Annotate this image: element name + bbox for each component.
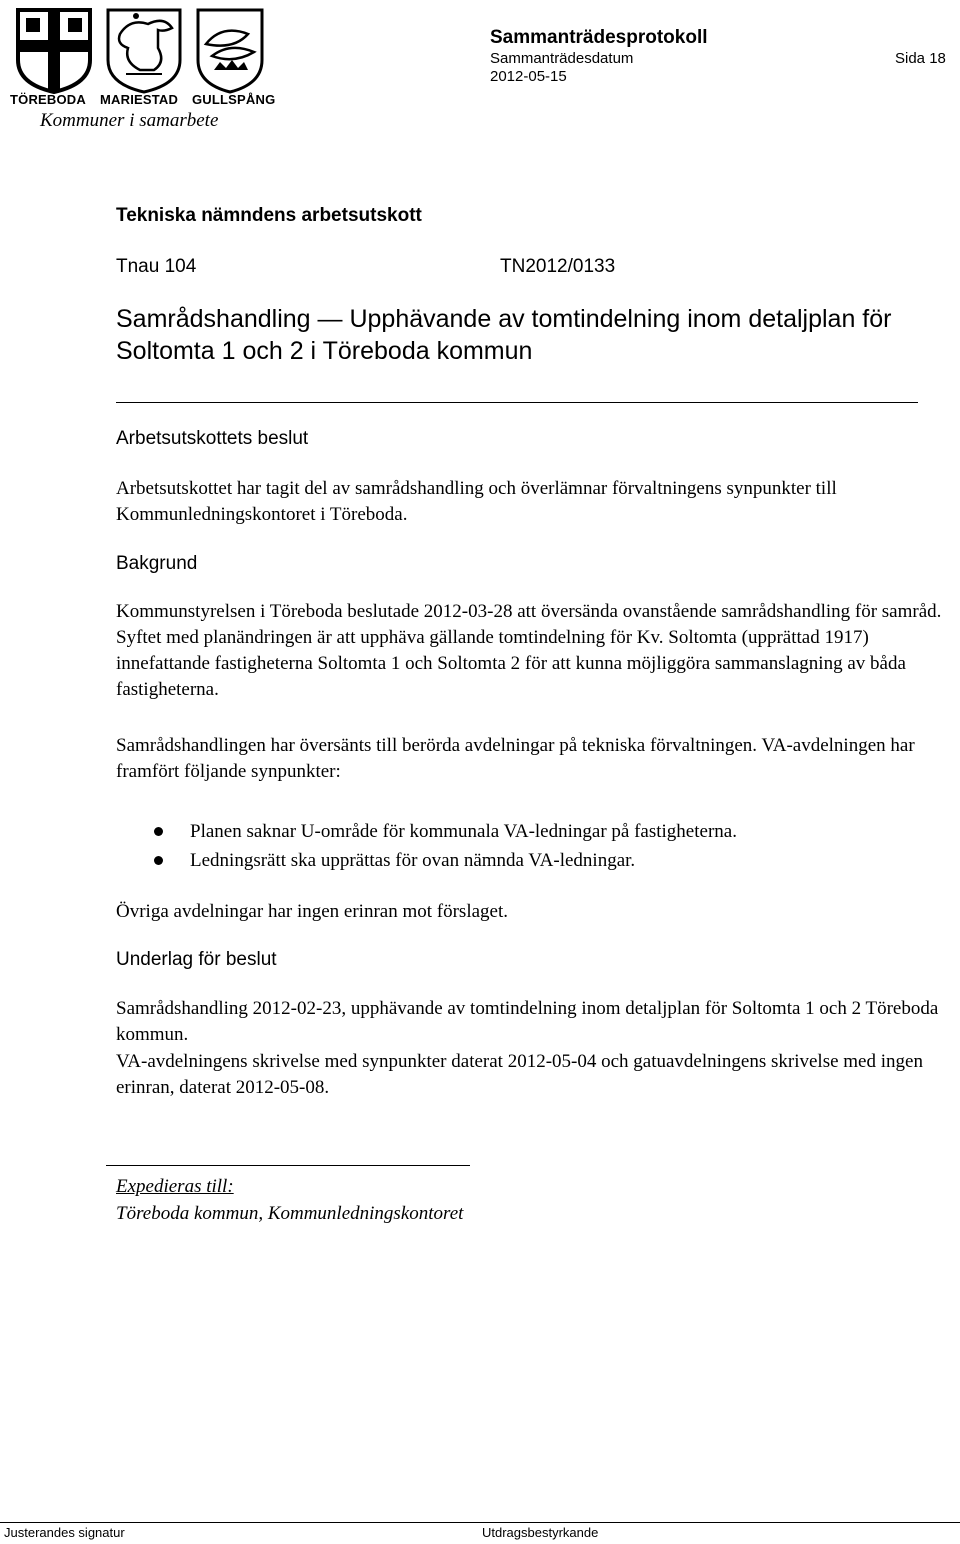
municipal-coats-of-arms	[8, 4, 264, 96]
toreboda-shield-icon	[18, 10, 90, 92]
expedition-block	[116, 1173, 463, 1227]
committee-name: Tekniska nämndens arbetsutskott	[116, 205, 422, 226]
subject-heading: Samrådshandling — Upphävande av tomtindelning inom detaljplan för Soltomta 1 och 2 i Töreboda kommun	[116, 305, 892, 365]
background-heading: Bakgrund	[116, 553, 198, 574]
paragraph-id: Tnau 104	[116, 256, 197, 277]
mariestad-shield-icon	[108, 10, 180, 92]
logo-name-toreboda: TÖREBODA	[10, 92, 86, 107]
case-number: TN2012/0133	[500, 256, 616, 277]
list-item: Ledningsrätt ska upprättas för ovan nämnda VA-ledningar.	[116, 846, 952, 875]
list-item: Planen saknar U-område för kommunala VA-ledningar på fastigheterna.	[116, 817, 952, 846]
gullspang-shield-icon	[198, 10, 262, 92]
basis-paragraph-2: VA-avdelningens skrivelse med synpunkter daterat 2012-05-04 och gatuavdelningens skrivelse med ingen erinran, daterat 2012-05-08.	[116, 1051, 923, 1098]
basis-paragraph-1: Samrådshandling 2012-02-23, upphävande av tomtindelning inom detaljplan för Soltomta 1 och 2 Töreboda kommun.	[116, 998, 939, 1045]
background-paragraph-3: Övriga avdelningar har ingen erinran mot förslaget.	[116, 901, 508, 922]
page-number: Sida 18	[895, 50, 946, 67]
meeting-date: 2012-05-15	[490, 68, 567, 85]
logo-name-mariestad: MARIESTAD	[100, 92, 179, 107]
basis-heading: Underlag för beslut	[116, 949, 277, 970]
expedition-recipients: Töreboda kommun, Kommunledningskontoret	[116, 1203, 464, 1224]
logo-tagline: Kommuner i samarbete	[40, 110, 219, 131]
meeting-date-label: Sammanträdesdatum	[490, 50, 634, 67]
background-paragraph-2: Samrådshandlingen har översänts till berörda avdelningar på tekniska förvaltningen. VA-avdelningen har framfört följande synpunkter:	[116, 735, 915, 782]
synpunkter-list	[116, 817, 952, 875]
signature-label: Justerandes signatur	[4, 1525, 125, 1540]
expedition-label: Expedieras till:	[116, 1176, 234, 1197]
background-paragraph-1: Kommunstyrelsen i Töreboda beslutade 2012-03-28 att översända ovanstående samrådshandling för samråd. Syftet med planändringen är att upphäva gällande tomtindelning för Kv. Soltomta (upprättad 1917) innefattande fastigheterna Soltomta 1 och Soltomta 2 för att kunna möjliggöra sammanslagning av båda fastigheterna.	[116, 601, 942, 700]
expedition-divider	[106, 1165, 470, 1166]
footer-divider	[0, 1522, 960, 1523]
subject-divider	[116, 402, 918, 403]
logo-name-gullspang: GULLSPÅNG	[192, 92, 276, 107]
extract-label: Utdragsbestyrkande	[482, 1525, 599, 1540]
protocol-title: Sammanträdesprotokoll	[490, 27, 708, 48]
decision-heading: Arbetsutskottets beslut	[116, 428, 309, 449]
decision-text: Arbetsutskottet har tagit del av samrådshandling och överlämnar förvaltningens synpunkter till Kommunledningskontoret i Töreboda.	[116, 478, 837, 525]
